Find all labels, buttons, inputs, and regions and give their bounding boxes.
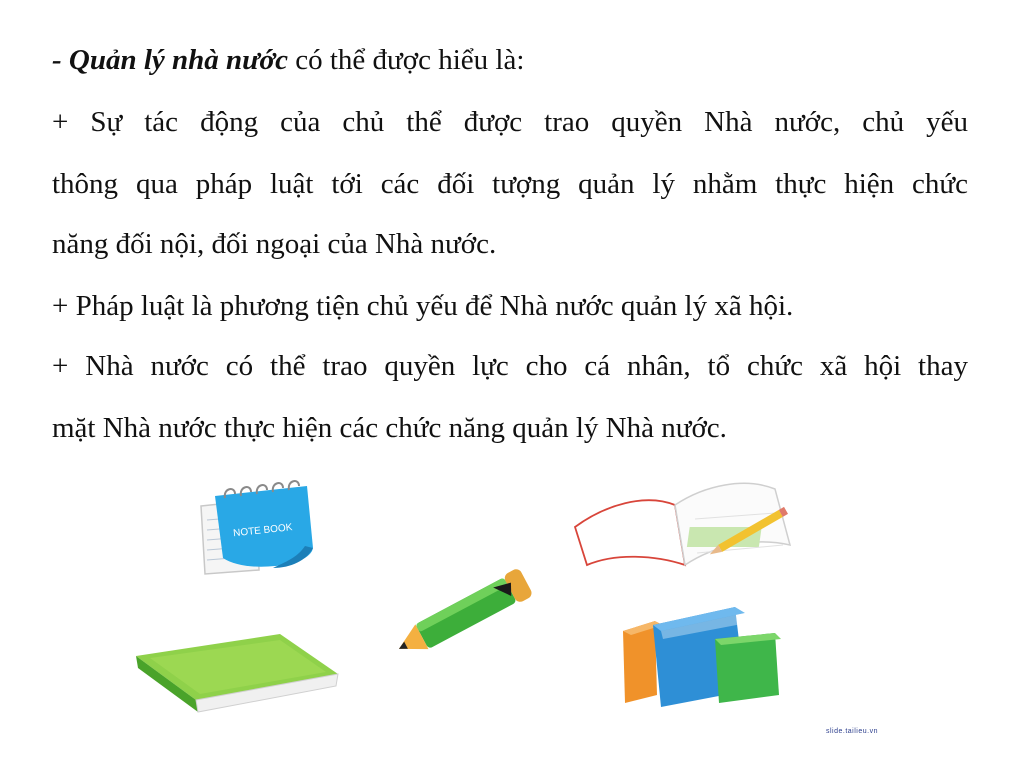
- notebook-label: NOTE BOOK: [232, 522, 293, 540]
- green-book-icon: [130, 628, 345, 718]
- pencil-icon: [385, 575, 550, 650]
- credit-watermark: slide.tailieu.vn: [826, 728, 878, 735]
- paragraph-line-6: mặt Nhà nước thực hiện các chức năng quản lý Nhà nước.: [52, 412, 727, 444]
- paragraph-line-5: + Nhà nước có thể trao quyền lực cho cá nhân, tổ chức xã hội thay: [52, 350, 968, 382]
- open-book-pencil-icon: [565, 475, 800, 575]
- illustrations: [0, 460, 1024, 768]
- heading-rest: có thể được hiểu là:: [288, 44, 525, 76]
- heading-line: [52, 42, 968, 78]
- heading-term: Quản lý nhà nước: [68, 44, 288, 76]
- paragraph-line-1: + Sự tác động của chủ thể được trao quyền Nhà nước, chủ yếu: [52, 106, 968, 138]
- notebook-icon: [195, 478, 330, 578]
- book-stack-icon: [615, 603, 785, 708]
- paragraph-line-2: thông qua pháp luật tới các đối tượng quản lý nhằm thực hiện chức: [52, 168, 968, 200]
- paragraph-line-3: năng đối nội, đối ngoại của Nhà nước.: [52, 228, 497, 260]
- paragraph-line-4: + Pháp luật là phương tiện chủ yếu để Nhà nước quản lý xã hội.: [52, 290, 794, 322]
- heading-prefix: -: [52, 44, 69, 76]
